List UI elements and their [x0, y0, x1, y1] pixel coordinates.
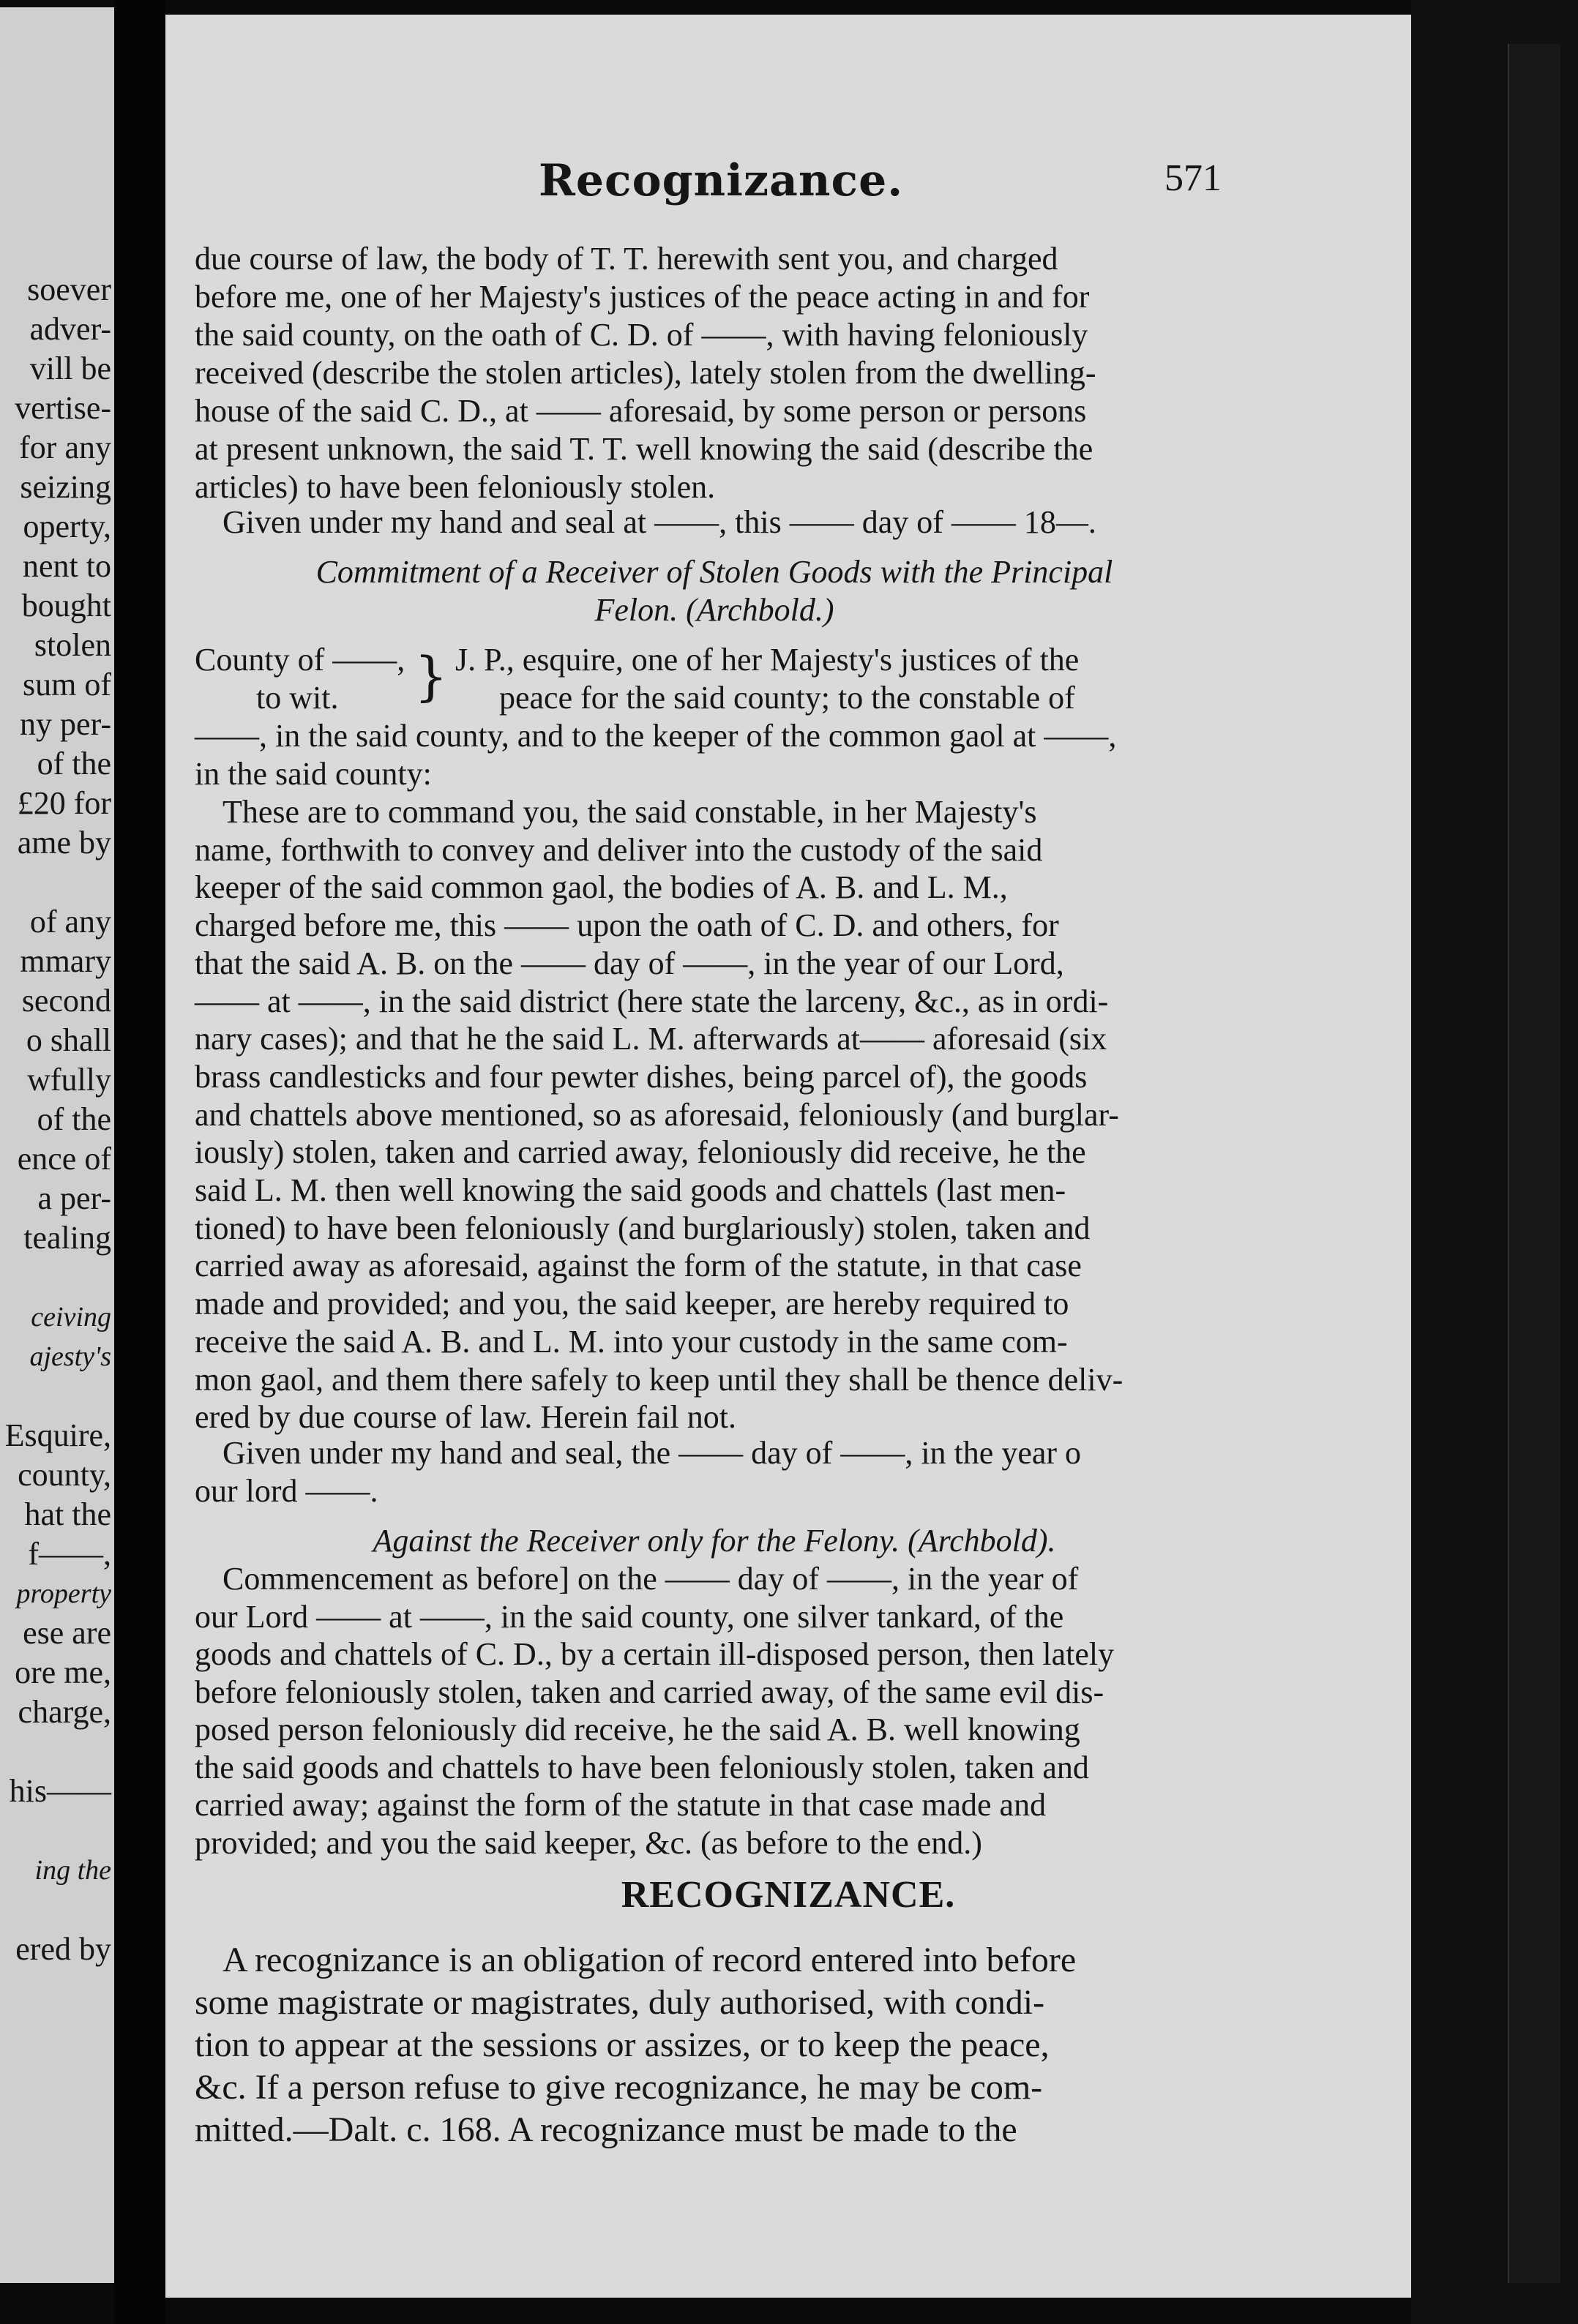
text-line: mitted.—Dalt. c. 168. A recognizance must be made to the: [195, 2110, 1017, 2149]
text-line: brass candlesticks and four pewter dishes, being parcel of), the goods: [195, 1058, 1088, 1095]
text-line: before me, one of her Majesty's justices of the peace acting in and for: [195, 279, 1090, 315]
gutter: [114, 0, 165, 2324]
facing-page-fragment-line: adver-: [29, 311, 111, 347]
text-line: in the said county:: [195, 756, 432, 792]
facing-page-fragment-line: £20 for: [17, 785, 111, 821]
facing-page-fragment-line: a per-: [37, 1180, 111, 1216]
given-under-hand-2-cont: our lord ——.: [195, 1473, 378, 1509]
text-line: our Lord —— at ——, in the said county, one silver tankard, of the: [195, 1598, 1064, 1635]
text-line: keeper of the said common gaol, the bodies of A. B. and L. M.,: [195, 869, 1008, 906]
facing-page-fragment-line: ore me,: [15, 1654, 111, 1690]
facing-page-fragment-line: Esquire,: [4, 1417, 111, 1453]
facing-page-fragment-line: for any: [19, 430, 111, 465]
facing-page-fragment-line: of the: [37, 1101, 111, 1137]
facing-page-fragment-line: property: [16, 1578, 111, 1609]
facing-page-fragment: [0, 7, 114, 2283]
book-page: [165, 15, 1411, 2298]
text-line: ——, in the said county, and to the keeper of the common gaol at ——,: [195, 718, 1117, 754]
text-line: iously) stolen, taken and carried away, feloniously did receive, he the: [195, 1134, 1086, 1171]
text-line: mon gaol, and them there safely to keep until they shall be thence deliv-: [195, 1361, 1123, 1398]
facing-page-fragment-line: f——,: [28, 1536, 111, 1572]
facing-page-fragment-line: county,: [18, 1457, 111, 1493]
text-line: goods and chattels of C. D., by a certain ill-disposed person, then lately: [195, 1636, 1115, 1672]
county-caption-left-2: to wit.: [256, 680, 339, 716]
facing-page-fragment-line: wfully: [27, 1062, 111, 1098]
facing-page-fragment-line: tealing: [23, 1220, 111, 1256]
facing-page-fragment-line: operty,: [23, 509, 111, 544]
text-line: Commencement as before] on the —— day of ——, in the year of: [223, 1561, 1079, 1597]
facing-page-fragment-line: charge,: [18, 1694, 111, 1730]
facing-page-fragment-line: seizing: [20, 469, 111, 505]
text-line: made and provided; and you, the said keeper, are hereby required to: [195, 1286, 1069, 1322]
facing-page-fragment-line: mmary: [20, 943, 111, 979]
county-caption-left-1: County of ——,: [195, 642, 405, 678]
text-line: carried away; against the form of the statute in that case made and: [195, 1787, 1047, 1823]
facing-page-fragment-line: vill be: [29, 351, 111, 386]
text-line: carried away as aforesaid, against the form of the statute, in that case: [195, 1248, 1082, 1284]
facing-page-fragment-line: of the: [37, 746, 111, 781]
facing-page-fragment-line: of any: [29, 904, 111, 940]
county-caption-right-2: peace for the said county; to the constable of: [499, 680, 1075, 716]
given-under-hand-1: Given under my hand and seal at ——, this —— day of —— 18—.: [223, 504, 1096, 540]
text-line: name, forthwith to convey and deliver into the custody of the said: [195, 831, 1043, 868]
facing-page-fragment-line: bought: [21, 588, 111, 623]
text-line: due course of law, the body of T. T. herewith sent you, and charged: [195, 241, 1058, 277]
facing-page-fragment-line: ceiving: [31, 1302, 111, 1332]
text-line: at present unknown, the said T. T. well knowing the said (describe the: [195, 431, 1093, 467]
facing-page-fragment-line: vertise-: [15, 390, 111, 426]
text-line: tion to appear at the sessions or assizes, or to keep the peace,: [195, 2025, 1050, 2064]
text-line: These are to command you, the said constable, in her Majesty's: [223, 794, 1037, 830]
facing-page-fragment-line: second: [21, 983, 111, 1019]
text-line: —— at ——, in the said district (here state the larceny, &c., as in ordi-: [195, 983, 1109, 1019]
facing-page-fragment-line: o shall: [26, 1022, 111, 1058]
commitment-heading-line-2: Felon. (Archbold.): [594, 592, 834, 628]
facing-page-fragment-line: ame by: [17, 825, 111, 861]
text-line: before feloniously stolen, taken and carried away, of the same evil dis-: [195, 1673, 1104, 1710]
text-line: received (describe the stolen articles), lately stolen from the dwelling-: [195, 355, 1096, 391]
running-head: Recognizance.: [539, 155, 904, 206]
commitment-heading-line-1: Commitment of a Receiver of Stolen Goods with the Principal: [315, 554, 1113, 590]
facing-page-fragment-line: ered by: [15, 1931, 111, 1967]
facing-page-fragment-line: ajesty's: [29, 1341, 111, 1372]
text-line: nary cases); and that he the said L. M. afterwards at—— aforesaid (six: [195, 1021, 1107, 1057]
facing-page-fragment-line: soever: [27, 271, 111, 307]
text-line: &c. If a person refuse to give recognizance, he may be com-: [195, 2068, 1043, 2107]
text-line: said L. M. then well knowing the said goods and chattels (last men-: [195, 1172, 1066, 1208]
brace-glyph: }: [414, 645, 448, 707]
facing-page-fragment-line: ese are: [23, 1615, 111, 1651]
text-line: posed person feloniously did receive, he the said A. B. well knowing: [195, 1712, 1080, 1747]
text-line: A recognizance is an obligation of record entered into before: [223, 1941, 1077, 1979]
text-line: some magistrate or magistrates, duly authorised, with condi-: [195, 1983, 1045, 2022]
text-line: the said goods and chattels to have been feloniously stolen, taken and: [195, 1749, 1089, 1785]
text-line: the said county, on the oath of C. D. of ——, with having feloniously: [195, 317, 1088, 353]
facing-page-fragment-line: sum of: [23, 667, 111, 702]
facing-page-fragment-line: ny per-: [20, 706, 111, 742]
text-line: provided; and you the said keeper, &c. (as before to the end.): [195, 1824, 982, 1861]
text-line: receive the said A. B. and L. M. into your custody in the same com-: [195, 1323, 1068, 1360]
text-line: ered by due course of law. Herein fail not.: [195, 1399, 736, 1436]
facing-page-fragment-line: his——: [9, 1773, 111, 1809]
book-edge: [1508, 44, 1560, 2283]
text-line: articles) to have been feloniously stolen.: [195, 469, 716, 505]
county-caption-right-1: J. P., esquire, one of her Majesty's justices of the: [455, 642, 1080, 678]
section-heading: RECOGNIZANCE.: [621, 1874, 956, 1916]
given-under-hand-2: Given under my hand and seal, the —— day of ——, in the year o: [223, 1435, 1082, 1471]
text-line: that the said A. B. on the —— day of ——, in the year of our Lord,: [195, 945, 1064, 981]
facing-page-fragment-line: hat the: [24, 1496, 111, 1532]
facing-page-fragment-line: nent to: [23, 548, 111, 584]
facing-page-fragment-line: ence of: [17, 1141, 111, 1177]
page-number: 571: [1164, 157, 1222, 199]
text-line: and chattels above mentioned, so as aforesaid, feloniously (and burglar-: [195, 1096, 1119, 1133]
against-receiver-heading: Against the Receiver only for the Felony. (Archbold).: [373, 1523, 1056, 1559]
text-line: charged before me, this —— upon the oath of C. D. and others, for: [195, 907, 1059, 944]
text-line: house of the said C. D., at —— aforesaid, by some person or persons: [195, 393, 1087, 429]
facing-page-fragment-line: ing the: [34, 1855, 111, 1886]
text-line: tioned) to have been feloniously (and burglariously) stolen, taken and: [195, 1210, 1091, 1246]
facing-page-fragment-line: stolen: [34, 627, 111, 663]
